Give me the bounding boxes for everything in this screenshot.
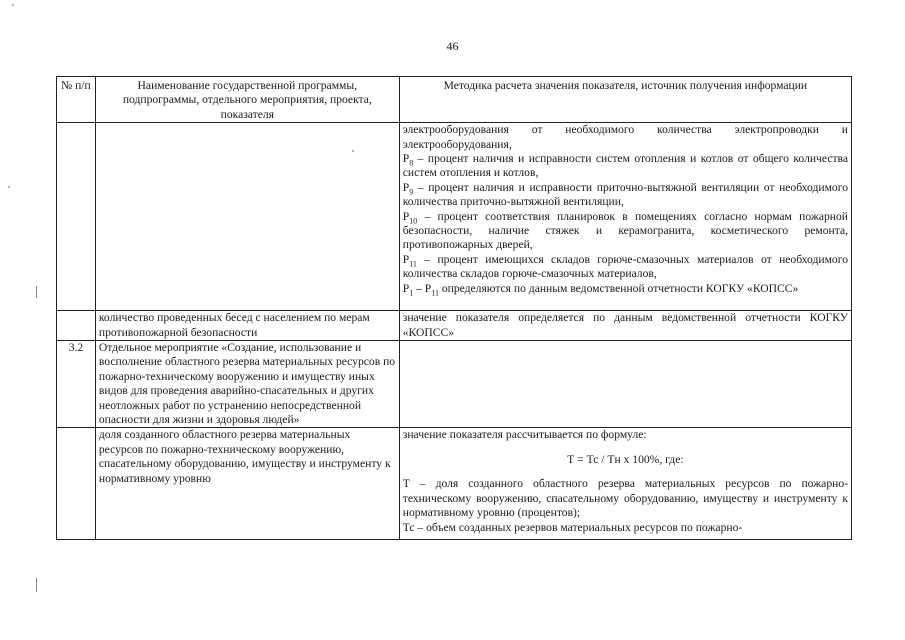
row-method-cell xyxy=(399,428,851,540)
scan-dot xyxy=(12,4,14,6)
method-item-p9: $P_9$ – процент наличия и исправности приточно-вытяжной вентиляции от необходимого количества приточно-вытяжной вентиляции, xyxy=(402,180,848,209)
method-item-p8: $P_8$ – процент наличия и исправности систем отопления и котлов от общего количества систем отопления и котлов, xyxy=(402,152,848,180)
row-method-cell: значение показателя определяется по данным ведомственной отчетности КОГКУ «КОПСС» xyxy=(399,311,851,341)
row-method-cell xyxy=(399,341,851,428)
definition-tc: Тс – объем созданных резервов материальных ресурсов по пожарно- xyxy=(402,520,743,534)
scan-mark xyxy=(36,578,37,592)
row-num-cell xyxy=(57,123,96,311)
scan-dot xyxy=(8,186,10,188)
scan-dot xyxy=(352,150,354,152)
row-name-cell: доля созданного областного резерва материальных ресурсов по пожарно-техническому вооружению, спасательному оборудованию, имуществу и инструменту к нормативному уровню xyxy=(95,428,399,540)
page-number: 46 xyxy=(446,39,459,53)
formula: Т = Тс / Тн х 100%, где: xyxy=(567,452,684,466)
table-row xyxy=(57,341,852,428)
row-method-cell xyxy=(399,123,851,311)
header-num: № п/п xyxy=(57,77,96,123)
row-num-cell xyxy=(57,428,96,540)
header-method: Методика расчета значения показателя, источник получения информации xyxy=(399,77,851,123)
header-name: Наименование государственной программы, подпрограммы, отдельного мероприятия, проекта, показателя xyxy=(95,77,399,123)
table-header-row xyxy=(57,77,852,123)
definition-t: Т – доля созданного областного резерва материальных ресурсов по пожарно-техническому вооружению, спасательному оборудованию, имуществу и инструменту к нормативному уровню (процентов); xyxy=(402,477,848,520)
formula-lead: значение показателя рассчитывается по формуле: xyxy=(402,428,647,442)
table-row xyxy=(57,428,852,540)
indicator-method-table xyxy=(56,76,852,540)
method-intro: электрооборудования от необходимого количества электропроводки и электрооборудования, xyxy=(402,123,848,151)
row-num-cell xyxy=(57,311,96,341)
method-item-p10: $P_{10}$ – процент соответствия планировок в помещениях согласно нормам пожарной безопасности, наличие стяжек и керамогранита, косметического ремонта, противопожарных дверей, xyxy=(402,209,848,252)
row-name-cell: количество проведенных бесед с населением по мерам противопожарной безопасности xyxy=(95,311,399,341)
method-item-p11: $P_{11}$ – процент имеющихся складов горюче-смазочных материалов от необходимого количества складов горюче-смазочных материалов, xyxy=(402,252,848,281)
table-row xyxy=(57,311,852,341)
row-num-cell: 3.2 xyxy=(57,341,96,428)
method-closing: $P_1 - P_{11}$ определяются по данным ведомственной отчетности КОГКУ «КОПСС» xyxy=(402,281,799,297)
row-name-cell: Отдельное мероприятие «Создание, использование и восполнение областного резерва материальных ресурсов по пожарно-техническому вооружению и имуществу иных видов для проведения аварийно-спасательных и других неотложных работ по устранению непосредственной опасности для жизни и здоровья людей» xyxy=(95,341,399,428)
scan-mark xyxy=(36,286,37,298)
table-row xyxy=(57,123,852,311)
